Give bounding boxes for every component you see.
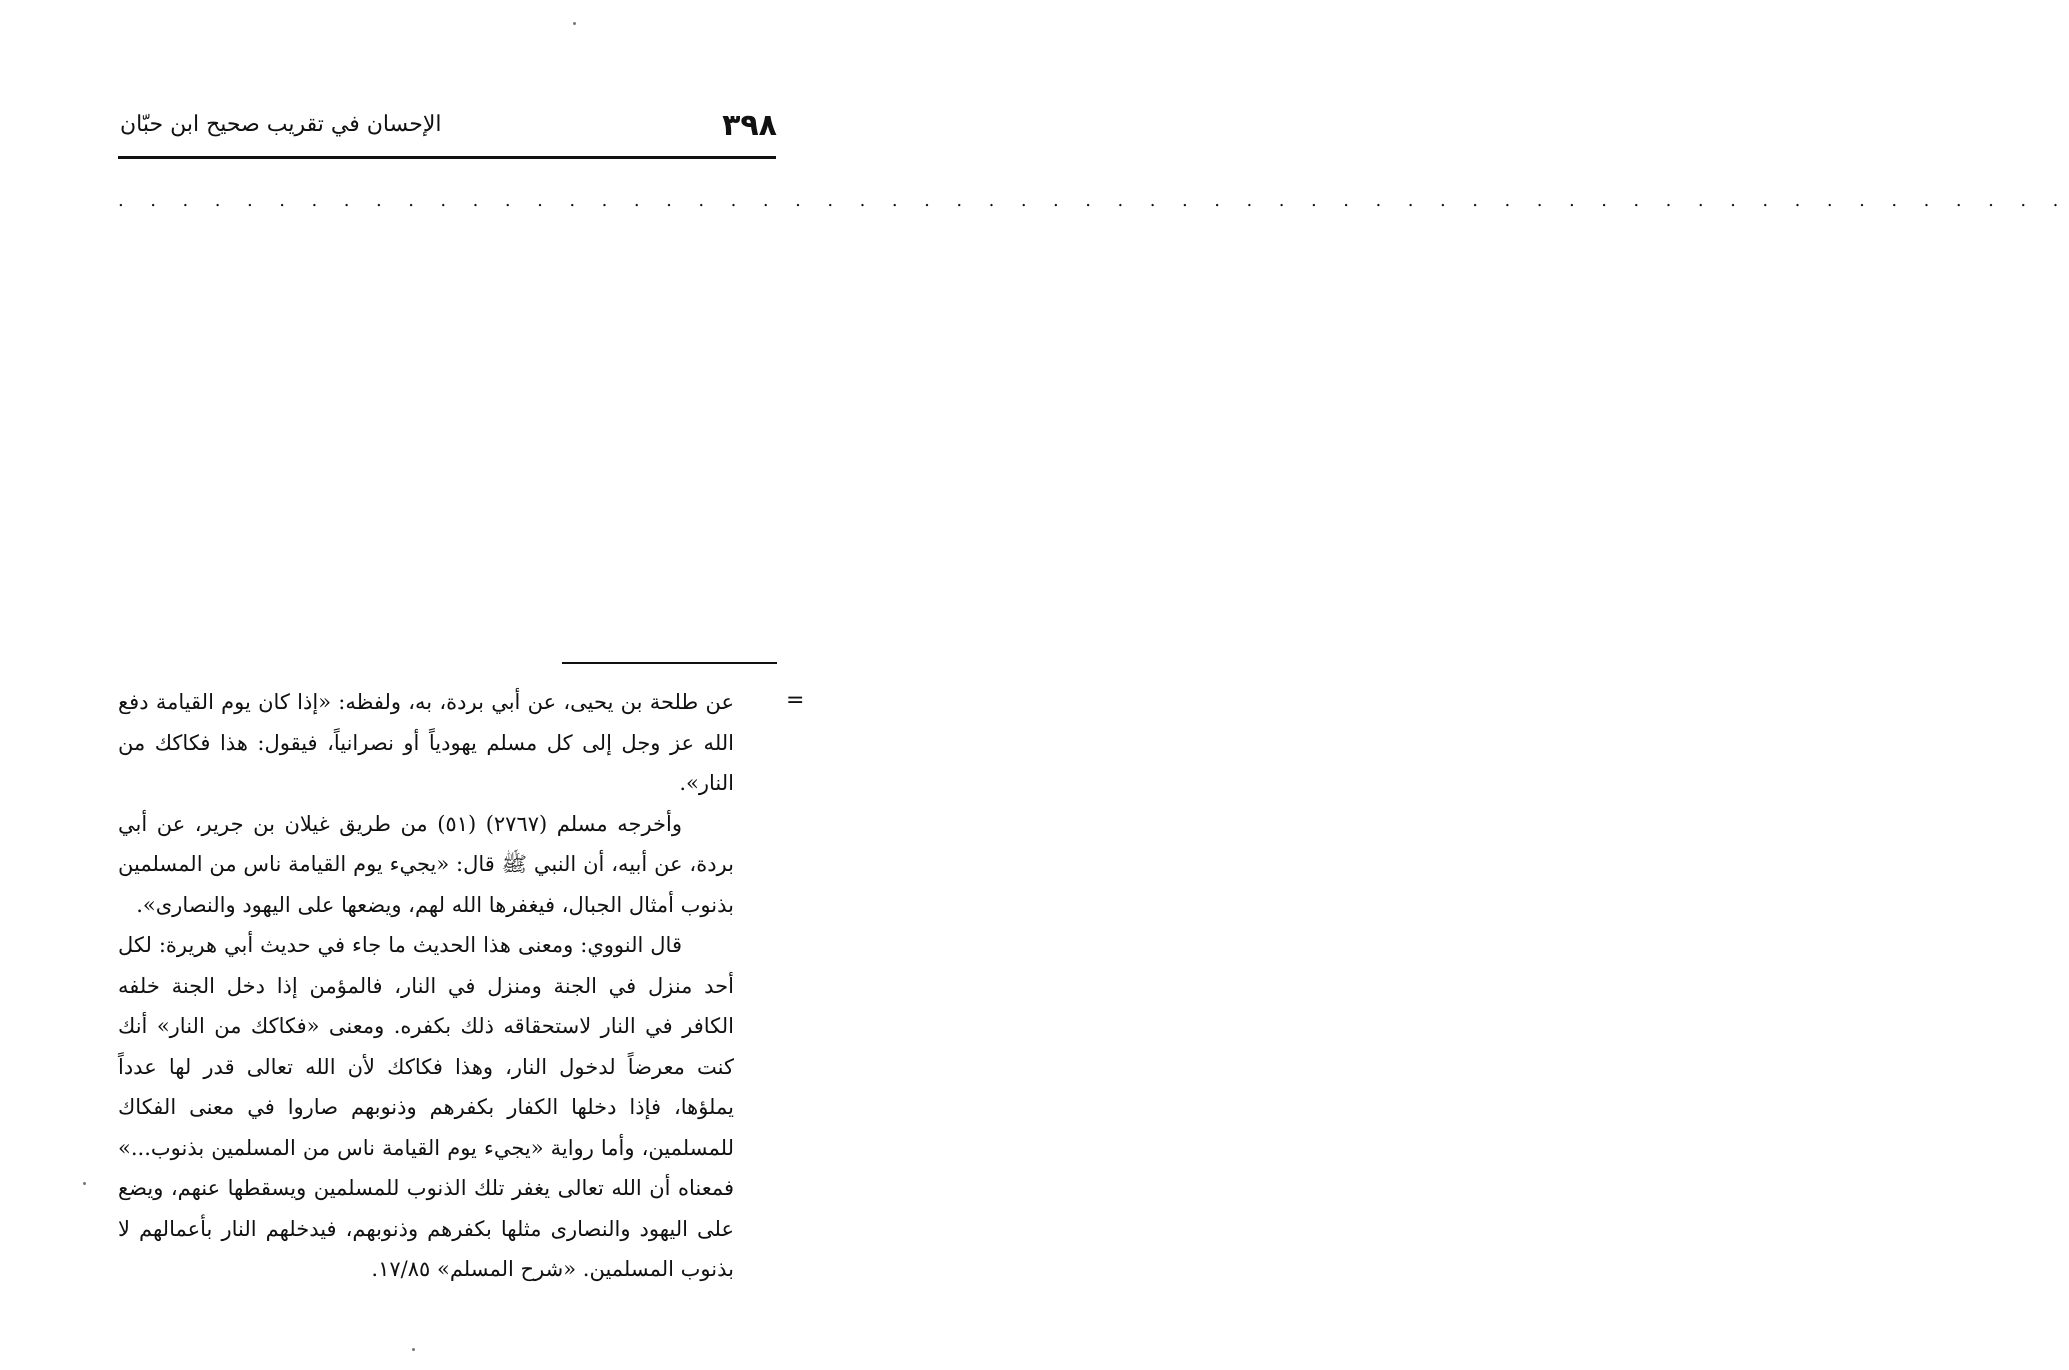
scan-speck [83, 1182, 86, 1185]
placeholder-dots: . . . . . . . . . . . . . . . . . . . . . . . . . . . . . . . . . . . . . . . . . . . . . . . . . . . . . . . . . . . . . [118, 190, 2069, 211]
footnote-paragraph: وأخرجه مسلم (٢٧٦٧) (٥١) من طريق غيلان بن جرير، عن أبي بردة، عن أبيه، أن النبي ﷺ قال: «يجيء يوم القيامة ناس من المسلمين بذنوب أمثال الجبال، فيغفرها الله لهم، ويضعها على اليهود والنصارى». [118, 811, 734, 917]
footnote-paragraph: قال النووي: ومعنى هذا الحديث ما جاء في حديث أبي هريرة: لكل أحد منزل في الجنة ومنزل في النار، فالمؤمن إذا دخل الجنة خلفه الكافر في النار لاستحقاقه ذلك بكفره. ومعنى «فكاكك من النار» أنك كنت معرضاً لدخول النار، وهذا فكاكك لأن الله تعالى قدر لها عدداً يملؤها، فإذا دخلها الكفار بكفرهم وذنوبهم صاروا في معنى الفكاك للمسلمين، وأما رواية «يجيء يوم القيامة ناس من المسلمين بذنوب...» فمعناه أن الله تعالى يغفر تلك الذنوب للمسلمين ويسقطها عنهم، ويضع على اليهود والنصارى مثلها بكفرهم وذنوبهم، فيدخلهم النار بأعمالهم لا بذنوب المسلمين. «شرح المسلم» ١٧/٨٥. [118, 933, 734, 1281]
footnote-rule [562, 662, 777, 664]
scan-speck [573, 22, 576, 25]
continuation-mark: = [786, 688, 805, 713]
footnote-body [118, 682, 734, 1290]
footnote-paragraph: عن طلحة بن يحيى، عن أبي بردة، به، ولفظه: «إذا كان يوم القيامة دفع الله عز وجل إلى كل مسلم يهودياً أو نصرانياً، فيقول: هذا فكاكك من النار». [118, 690, 734, 795]
page-number: ٣٩٨ [722, 108, 777, 143]
running-title: الإحسان في تقريب صحيح ابن حبّان [120, 112, 442, 137]
scan-speck [412, 1348, 415, 1351]
header-rule [118, 156, 776, 159]
